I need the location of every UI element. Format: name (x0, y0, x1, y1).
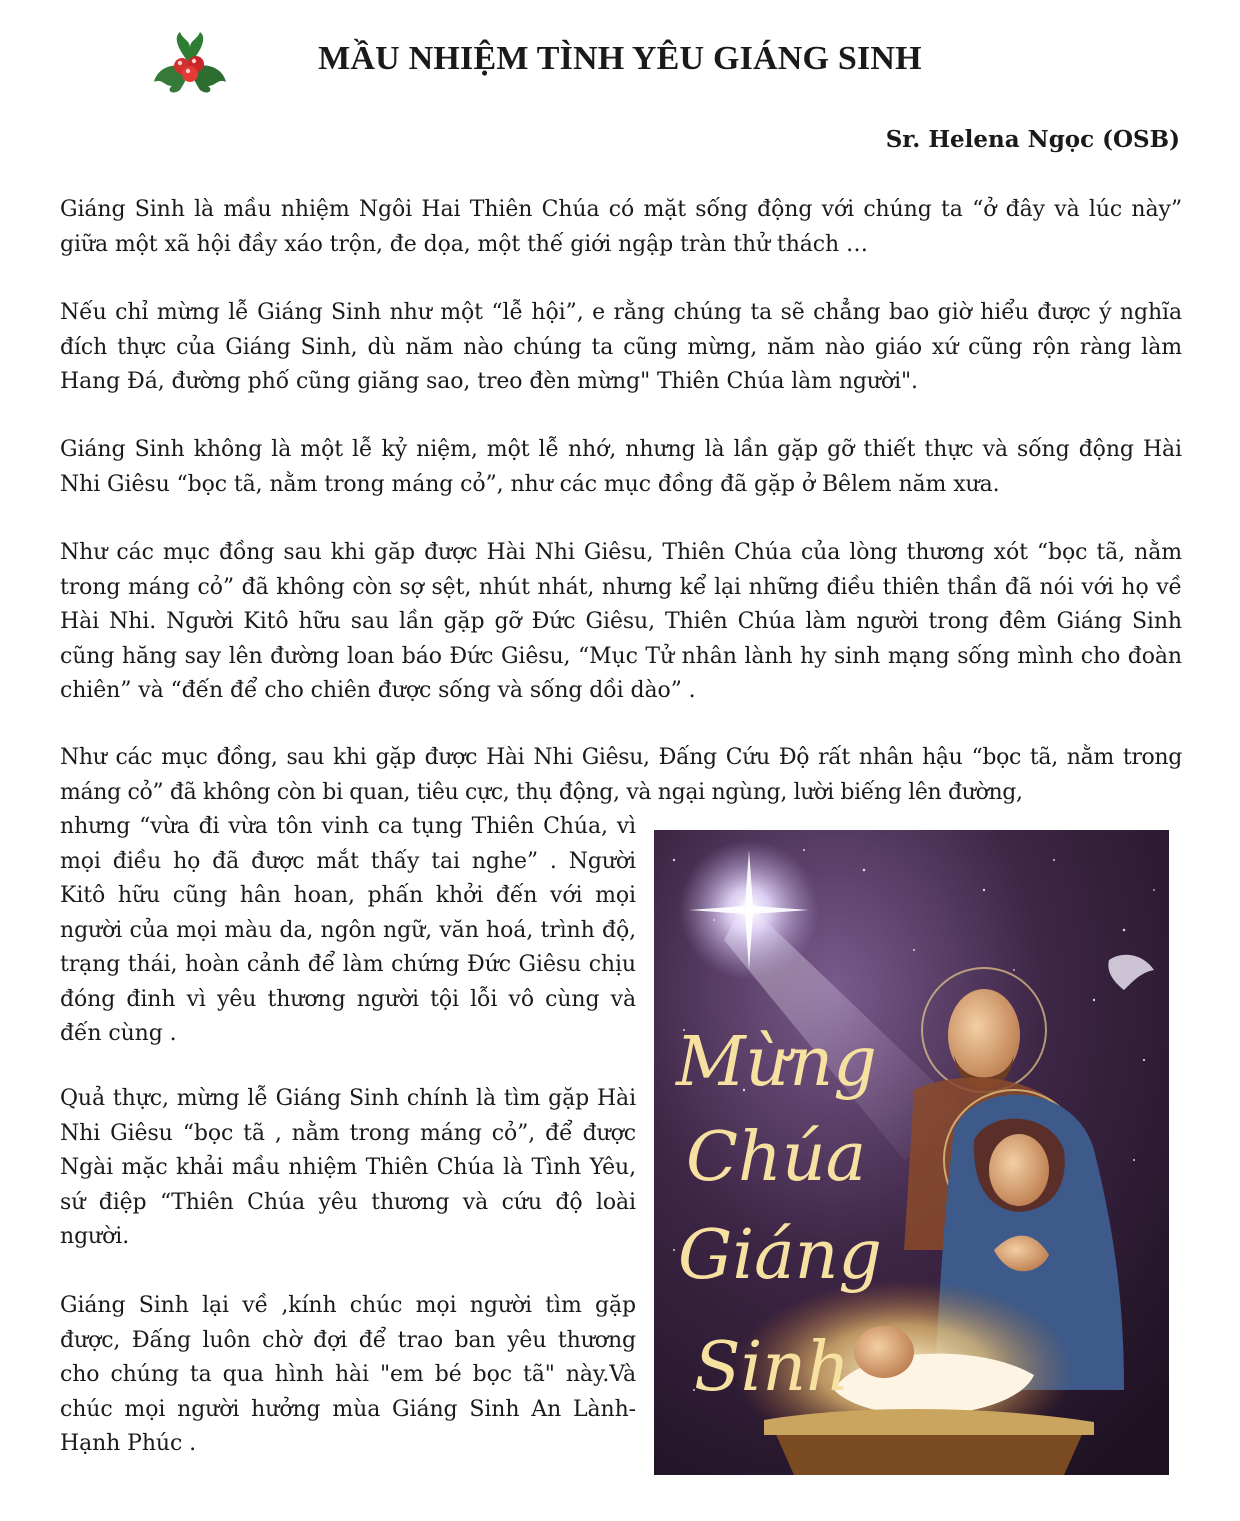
paragraph-6: Quả thực, mừng lễ Giáng Sinh chính là tìm gặp Hài Nhi Giêsu “bọc tã , nằm trong máng cỏ”, để được Ngài mặc khải mầu nhiệm Thiên Chúa là Tình Yêu, sứ điệp “Thiên Chúa yêu thương và cứu độ loài người. (60, 1086, 636, 1249)
paragraph-7: Giáng Sinh lại về ,kính chúc mọi người tìm gặp được, Đấng luôn chờ đợi để trao ban yêu thương cho chúng ta qua hình hài "em bé bọc tã" này.Và chúc mọi người hưởng mùa Giáng Sinh An Lành- Hạnh Phúc . (60, 1293, 636, 1456)
paragraph-1: Giáng Sinh là mầu nhiệm Ngôi Hai Thiên Chúa có mặt sống động với chúng ta “ở đây và lúc này” giữa một xã hội đầy xáo trộn, đe dọa, một thế giới ngập tràn thử thách … (60, 197, 1182, 257)
author-name: Sr. Helena Ngọc (OSB) (885, 126, 1180, 153)
paragraph-3: Giáng Sinh không là một lễ kỷ niệm, một lễ nhớ, nhưng là lần gặp gỡ thiết thực và sống động Hài Nhi Giêsu “bọc tã, nằm trong máng cỏ”, như các mục đồng đã gặp ở Bêlem năm xưa. (60, 437, 1182, 497)
greeting-line-1: Mừng (676, 1023, 877, 1102)
paragraph-2: Nếu chỉ mừng lễ Giáng Sinh như một “lễ hội”, e rằng chúng ta sẽ chẳng bao giờ hiểu được ý nghĩa đích thực của Giáng Sinh, dù năm nào chúng ta cũng mừng, năm nào giáo xứ cũng rộn ràng làm Hang Đá, đường phố cũng giăng sao, treo đèn mừng" Thiên Chúa làm người". (60, 300, 1182, 394)
paragraph-5-intro: Như các mục đồng, sau khi gặp được Hài Nhi Giêsu, Đấng Cứu Độ rất nhân hậu “bọc tã, nằm trong máng cỏ” đã không còn bi quan, tiêu cực, thụ động, và ngại ngùng, lười biếng lên đường, (60, 745, 1182, 805)
page-title: MẦU NHIỆM TÌNH YÊU GIÁNG SINH (318, 40, 922, 77)
nativity-illustration (654, 830, 1169, 1475)
paragraph-5-continued: nhưng “vừa đi vừa tôn vinh ca tụng Thiên Chúa, vì mọi điều họ đã được mắt thấy tai nghe” . Người Kitô hữu cũng hân hoan, phấn khởi đến với mọi người của mọi màu da, ngôn ngữ, văn hoá, trình độ, trạng thái, hoàn cảnh để làm chứng Đức Giêsu chịu đóng đinh vì yêu thương người tội lỗi vô cùng và đến cùng . (60, 814, 636, 1046)
greeting-line-3: Giáng (678, 1216, 882, 1295)
greeting-line-2: Chúa (686, 1118, 867, 1197)
greeting-line-4: Sinh (694, 1328, 850, 1407)
paragraph-4: Như các mục đồng sau khi găp được Hài Nhi Giêsu, Thiên Chúa của lòng thương xót “bọc tã, nằm trong máng cỏ” đã không còn sợ sệt, nhút nhát, nhưng kể lại những điều thiên thần đã nói với họ về Hài Nhi. Người Kitô hữu sau lần gặp gỡ Đức Giêsu, Thiên Chúa làm người trong đêm Giáng Sinh cũng hăng say lên đường loan báo Đức Giêsu, “Mục Tử nhân lành hy sinh mạng sống mình cho đoàn chiên” và “đến để cho chiên được sống và sống dồi dào” . (60, 540, 1182, 703)
